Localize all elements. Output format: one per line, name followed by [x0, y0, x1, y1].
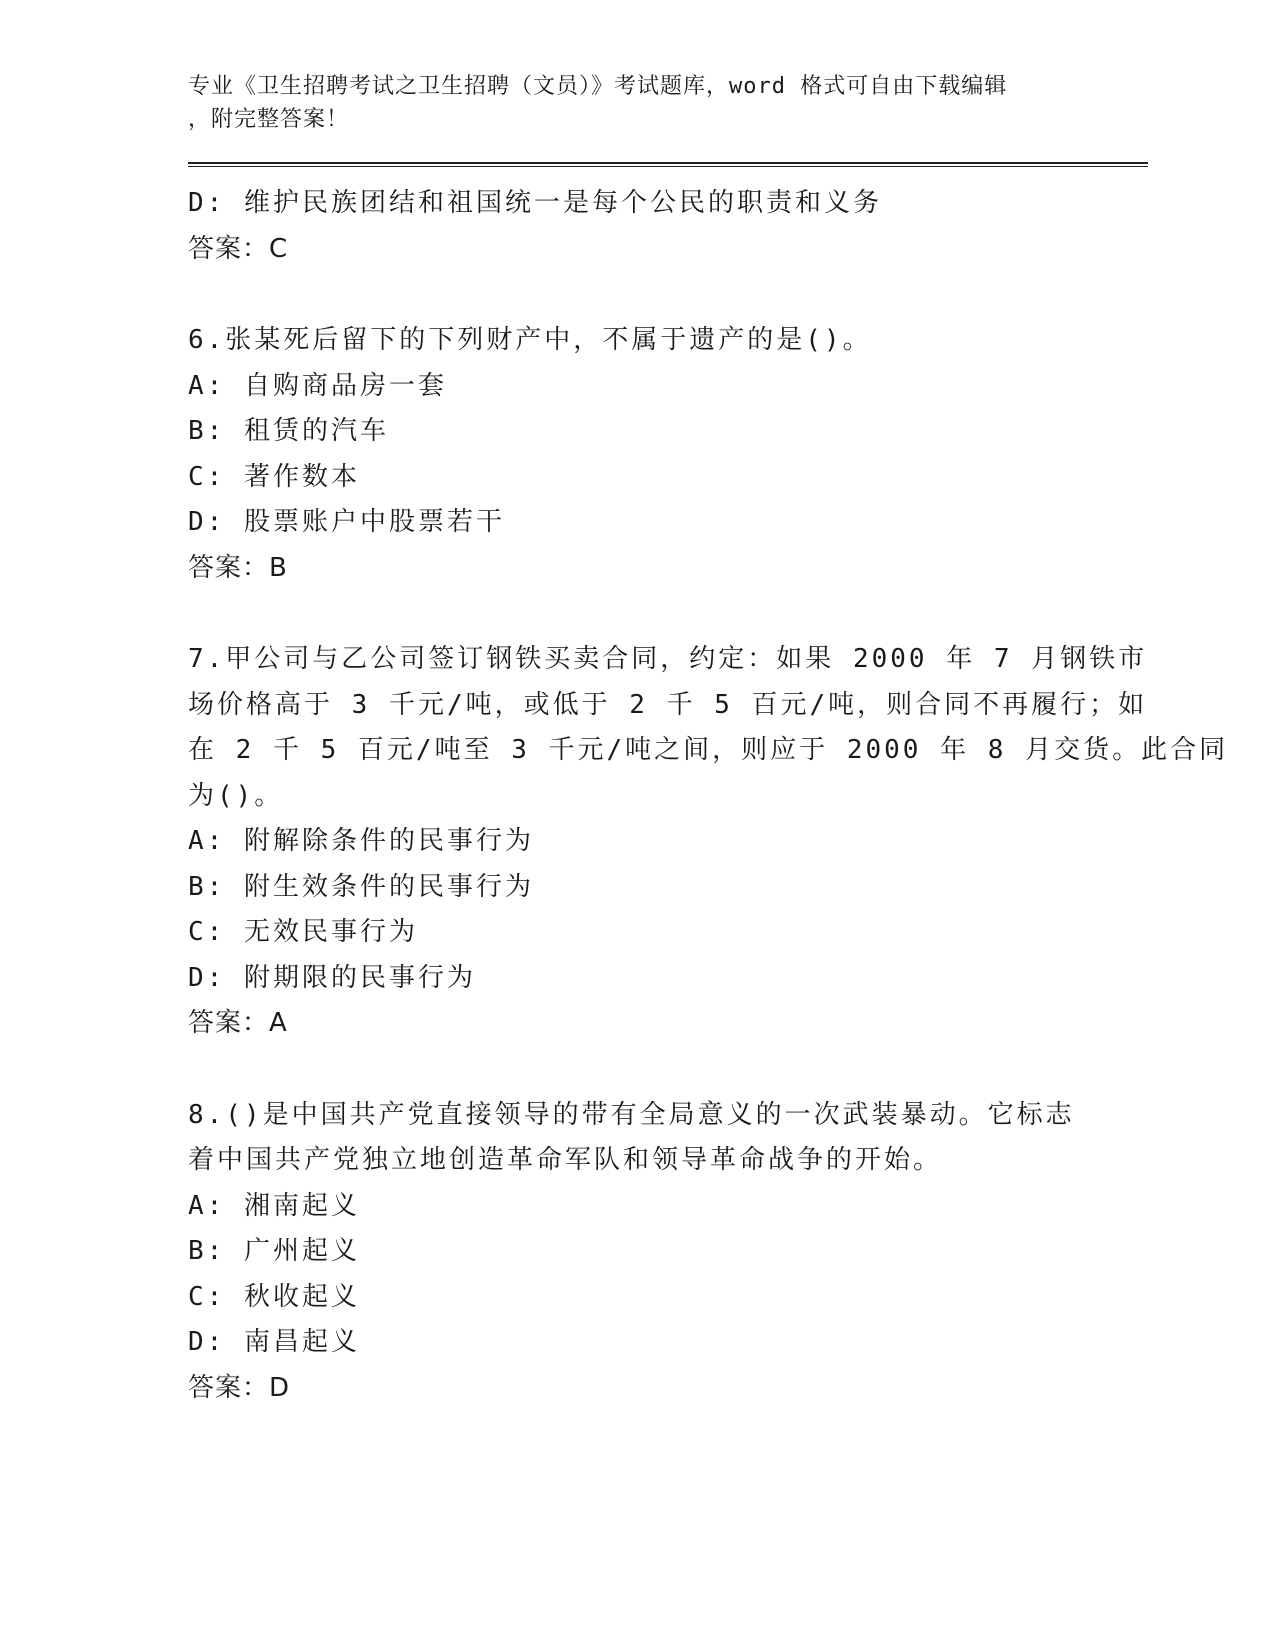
option-b: B: 广州起义: [188, 1236, 360, 1266]
header-divider: [188, 162, 1148, 167]
option-a: A: 自购商品房一套: [188, 370, 447, 401]
question-stem-line-4: 为()。: [188, 780, 284, 811]
option-a: A: 附解除条件的民事行为: [188, 826, 534, 856]
spacer: [188, 591, 1148, 637]
answer: 答案：C: [188, 233, 289, 264]
header-line-2: ，附完整答案！: [188, 107, 350, 132]
spacer: [188, 272, 1148, 318]
option-c: C: 秋收起义: [188, 1281, 360, 1312]
question-stem-line-3: 在 2 千 5 百元/吨至 3 千元/吨之间，则应于 2000 年 8 月交货。此合同: [188, 735, 1229, 765]
header-line-1: 专业《卫生招聘考试之卫生招聘（文员）》考试题库，word 格式可自由下载编辑: [188, 74, 1008, 99]
document-page: [188, 70, 1229, 1411]
question-stem-line-1: 7.甲公司与乙公司签订钢铁买卖合同，约定：如果 2000 年 7 月钢铁市: [188, 644, 1148, 674]
answer: 答案：A: [188, 1008, 288, 1038]
answer: 答案：B: [188, 552, 288, 583]
option-b: B: 租赁的汽车: [188, 416, 389, 446]
option-d: D: 南昌起义: [188, 1327, 360, 1357]
option-d: D: 附期限的民事行为: [188, 962, 476, 993]
answer: 答案：D: [188, 1372, 291, 1403]
option-d: D: 股票账户中股票若干: [188, 507, 505, 537]
option-d: D: 维护民族团结和祖国统一是每个公民的职责和义务: [188, 188, 882, 218]
option-c: C: 无效民事行为: [188, 917, 418, 947]
option-c: C: 著作数本: [188, 461, 360, 492]
option-a: A: 湘南起义: [188, 1190, 360, 1221]
question-7: [188, 637, 1229, 1047]
question-list: [188, 181, 1229, 1411]
question-8: [188, 1093, 1148, 1412]
document-header: [188, 70, 1068, 136]
question-stem: 6.张某死后留下的下列财产中，不属于遗产的是()。: [188, 325, 872, 355]
question-stem-line-1: 8.()是中国共产党直接领导的带有全局意义的一次武装暴动。它标志: [188, 1099, 1075, 1130]
question-stem-line-2: 着中国共产党独立地创造革命军队和领导革命战争的开始。: [188, 1145, 943, 1175]
question-5-tail: [188, 181, 1148, 272]
option-b: B: 附生效条件的民事行为: [188, 871, 534, 902]
question-stem-line-2: 场价格高于 3 千元/吨，或低于 2 千 5 百元/吨，则合同不再履行；如: [188, 689, 1148, 720]
question-6: [188, 318, 1148, 591]
spacer: [188, 1047, 1148, 1093]
